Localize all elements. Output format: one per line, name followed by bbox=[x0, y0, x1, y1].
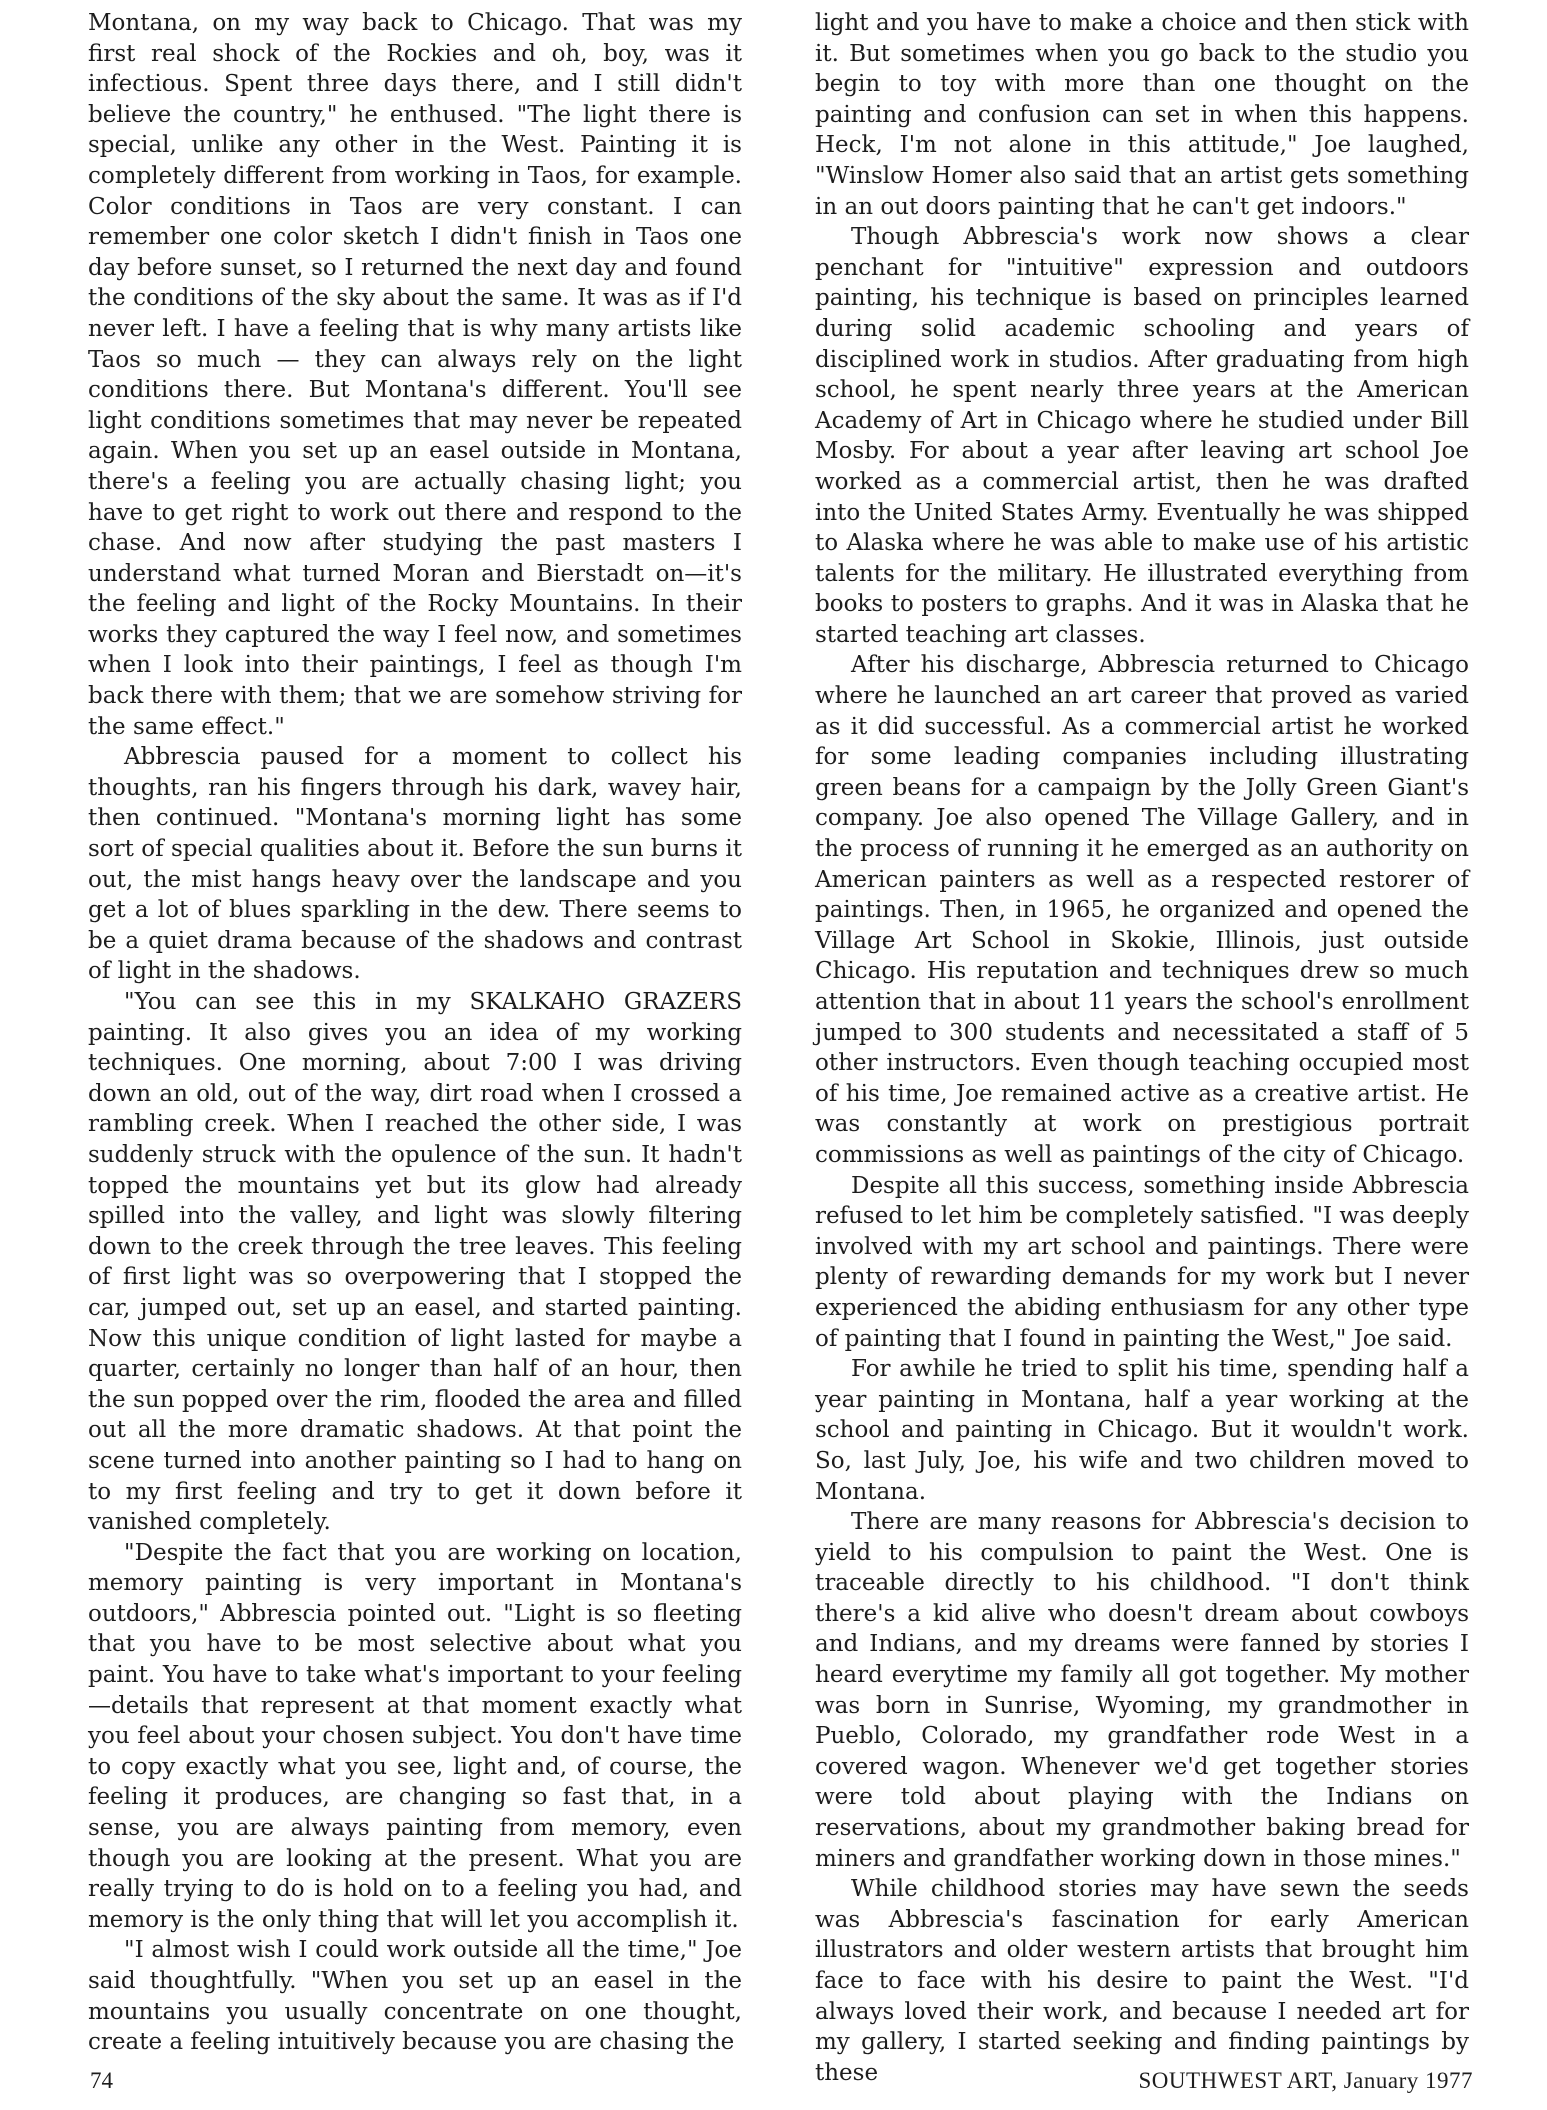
publication-line: SOUTHWEST ART, January 1977 bbox=[1138, 2068, 1473, 2093]
left-column bbox=[88, 8, 742, 2058]
right-column bbox=[815, 8, 1469, 2088]
page-number: 74 bbox=[90, 2068, 113, 2093]
paragraph: While childhood stories may have sewn the seeds was Abbrescia's fascination for early American illustrators and older western artists that brought him face to face with his desire to paint the West. "I'd always loved their work, and because I needed art for my gallery, I started seeking and finding paintings by these bbox=[815, 1876, 1469, 2086]
paragraph: Montana, on my way back to Chicago. That was my first real shock of the Rockies and oh, boy, was it infectious. Spent three days there, and I still didn't believe the country," he enthused. "The light there is special, unlike any other in the West. Painting it is completely different from working in Taos, for example. Color conditions in Taos are very constant. I can remember one color sketch I didn't finish in Taos one day before sunset, so I returned the next day and found the conditions of the sky about the same. It was as if I'd never left. I have a feeling that is why many artists like Taos so much — they can always rely on the light conditions there. But Montana's different. You'll see light conditions sometimes that may never be repeated again. When you set up an easel outside in Montana, there's a feeling you are actually chasing light; you have to get right to work out there and respond to the chase. And now after studying the past masters I understand what turned Moran and Bierstadt on—it's the feeling and light of the Rocky Mountains. In their works they captured the way I feel now, and sometimes when I look into their paintings, I feel as though I'm back there with them; that we are somehow striving for the same effect." bbox=[88, 10, 742, 740]
paragraph: There are many reasons for Abbrescia's decision to yield to his compulsion to paint the West. One is traceable directly to his childhood. "I don't think there's a kid alive who doesn't dream about cowboys and Indians, and my dreams were fanned by stories I heard everytime my family all got together. My mother was born in Sunrise, Wyoming, my grandmother in Pueblo, Colorado, my grandfather rode West in a covered wagon. Whenever we'd get together stories were told about playing with the Indians on reservations, about my grandmother baking bread for miners and grandfather working down in those mines." bbox=[815, 1509, 1469, 1872]
paragraph: "Despite the fact that you are working on location, memory painting is very important in Montana's outdoors," Abbrescia pointed out. "Light is so fleeting that you have to be most selective about what you paint. You have to take what's important to your feeling—details that represent at that moment exactly what you feel about your chosen subject. You don't have time to copy exactly what you see, light and, of course, the feeling it produces, are changing so fast that, in a sense, you are always painting from memory, even though you are looking at the present. What you are really trying to do is hold on to a feeling you had, and memory is the only thing that will let you accomplish it. bbox=[88, 1539, 742, 1933]
paragraph: After his discharge, Abbrescia returned to Chicago where he launched an art career that proved as varied as it did successful. As a commercial artist he worked for some leading companies including illustrating green beans for a campaign by the Jolly Green Giant's company. Joe also opened The Village Gallery, and in the process of running it he emerged as an authority on American painters as well as a respected restorer of paintings. Then, in 1965, he organized and opened the Village Art School in Skokie, Illinois, just outside Chicago. His reputation and techniques drew so much attention that in about 11 years the school's enrollment jumped to 300 students and necessitated a staff of 5 other instructors. Even though teaching occupied most of his time, Joe remained active as a creative artist. He was constantly at work on prestigious portrait commissions as well as paintings of the city of Chicago. bbox=[815, 652, 1469, 1168]
paragraph: Abbrescia paused for a moment to collect his thoughts, ran his fingers through his dark, wavey hair, then continued. "Montana's morning light has some sort of special qualities about it. Before the sun burns it out, the mist hangs heavy over the landscape and you get a lot of blues sparkling in the dew. There seems to be a quiet drama because of the shadows and contrast of light in the shadows. bbox=[88, 744, 742, 985]
paragraph: "You can see this in my SKALKAHO GRAZERS painting. It also gives you an idea of my working techniques. One morning, about 7:00 I was driving down an old, out of the way, dirt road when I crossed a rambling creek. When I reached the other side, I was suddenly struck with the opulence of the sun. It hadn't topped the mountains yet but its glow had already spilled into the valley, and light was slowly filtering down to the creek through the tree leaves. This feeling of first light was so overpowering that I stopped the car, jumped out, set up an easel, and started painting. Now this unique condition of light lasted for maybe a quarter, certainly no longer than half of an hour, then the sun popped over the rim, flooded the area and filled out all the more dramatic shadows. At that point the scene turned into another painting so I had to hang on to my first feeling and try to get it down before it vanished completely. bbox=[88, 989, 742, 1536]
paragraph: Despite all this success, something inside Abbrescia refused to let him be completely satisfied. "I was deeply involved with my art school and paintings. There were plenty of rewarding demands for my work but I never experienced the abiding enthusiasm for any other type of painting that I found in painting the West," Joe said. bbox=[815, 1172, 1469, 1352]
paragraph: light and you have to make a choice and then stick with it. But sometimes when you go back to the studio you begin to toy with more than one thought on the painting and confusion can set in when this happens. Heck, I'm not alone in this attitude," Joe laughed, "Winslow Homer also said that an artist gets something in an out doors painting that he can't get indoors." bbox=[815, 10, 1469, 220]
paragraph: For awhile he tried to split his time, spending half a year painting in Montana, half a year working at the school and painting in Chicago. But it wouldn't work. So, last July, Joe, his wife and two children moved to Montana. bbox=[815, 1356, 1469, 1505]
paragraph: Though Abbrescia's work now shows a clear penchant for "intuitive" expression and outdoors painting, his technique is based on principles learned during solid academic schooling and years of disciplined work in studios. After graduating from high school, he spent nearly three years at the American Academy of Art in Chicago where he studied under Bill Mosby. For about a year after leaving art school Joe worked as a commercial artist, then he was drafted into the United States Army. Eventually he was shipped to Alaska where he was able to make use of his artistic talents for the military. He illustrated everything from books to posters to graphs. And it was in Alaska that he started teaching art classes. bbox=[815, 224, 1469, 648]
paragraph: "I almost wish I could work outside all the time," Joe said thoughtfully. "When you set up an easel in the mountains you usually concentrate on one thought, create a feeling intuitively because you are chasing the bbox=[88, 1937, 742, 2056]
